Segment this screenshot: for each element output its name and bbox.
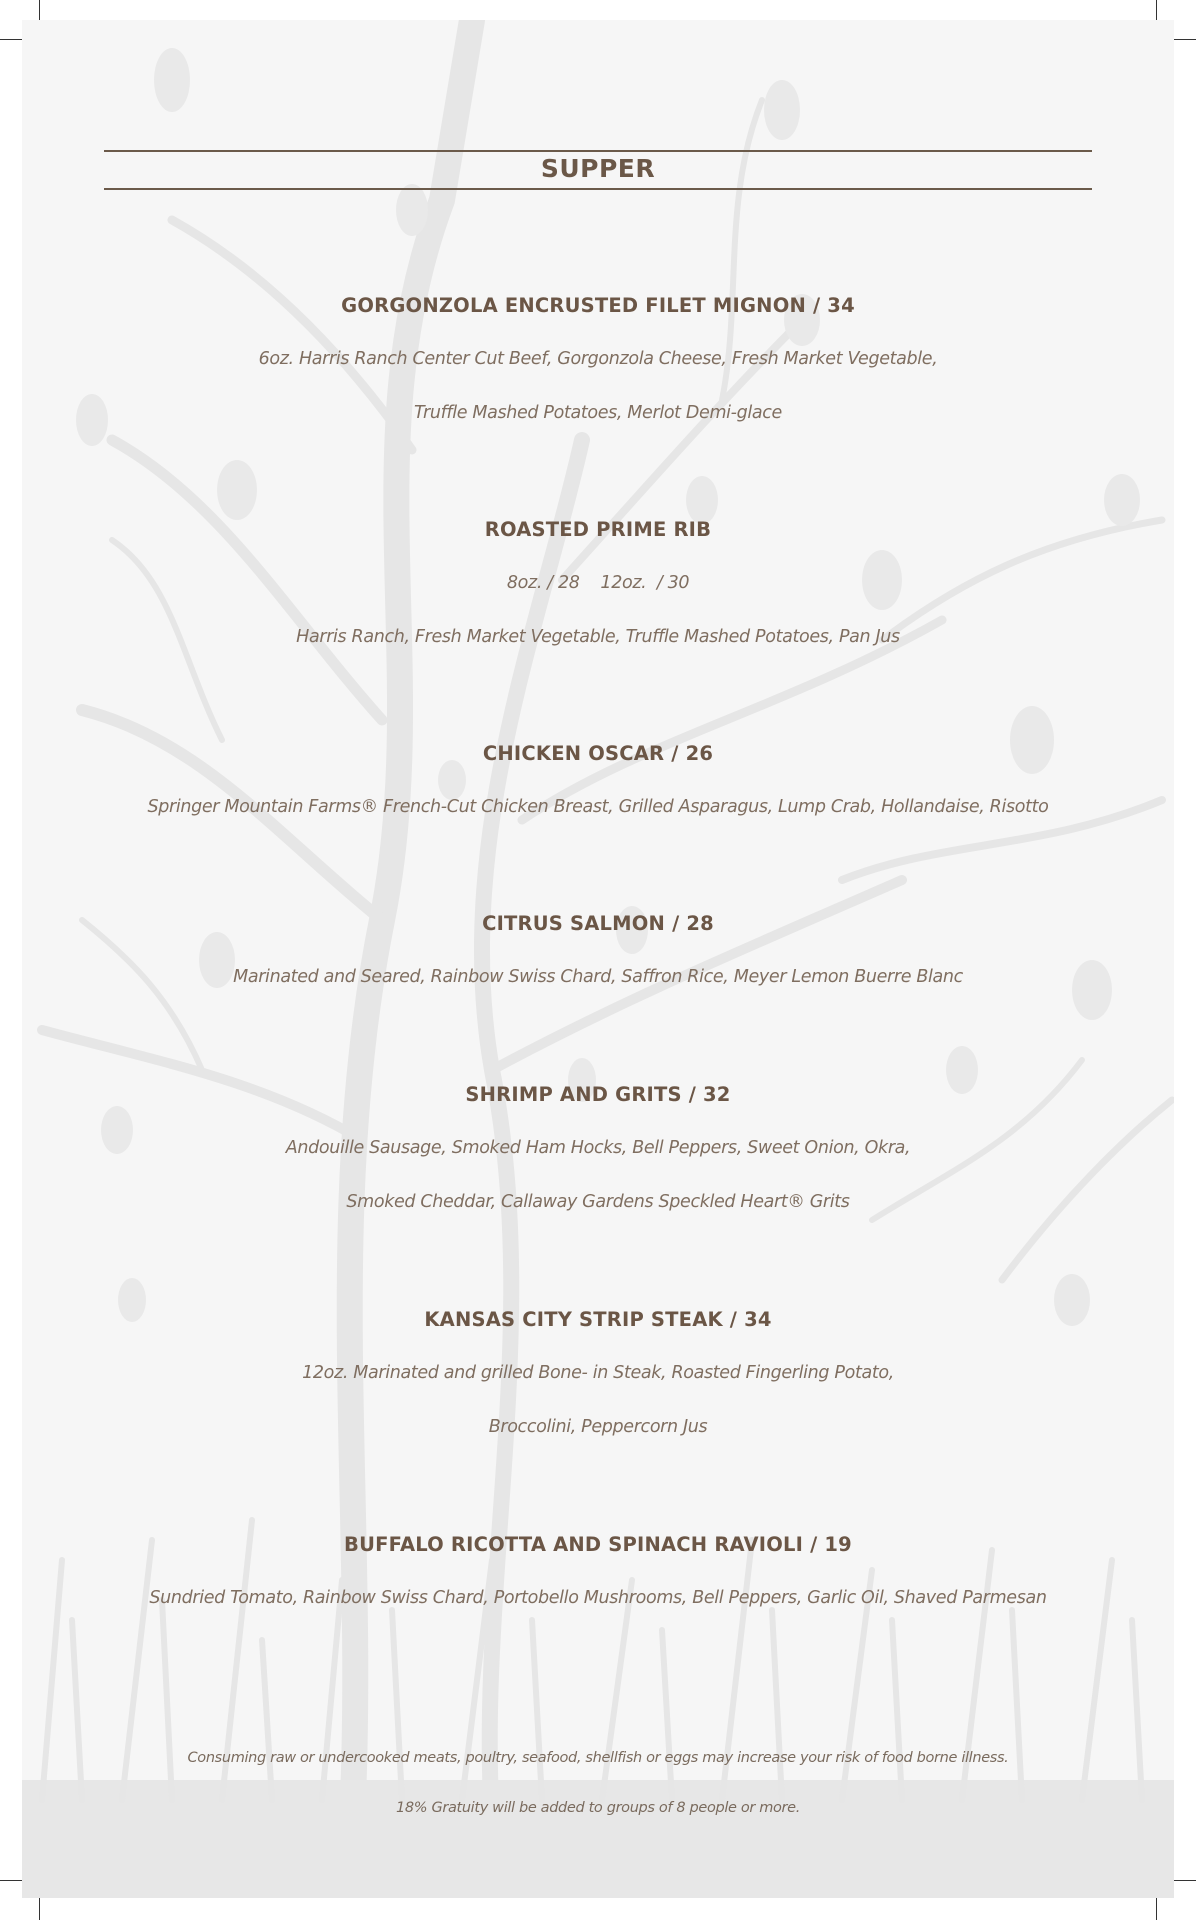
dish-description: 12oz. Marinated and grilled Bone- in Steak, Roasted Fingerling Potato, xyxy=(302,1363,894,1383)
dish-description: Harris Ranch, Fresh Market Vegetable, Truffle Mashed Potatoes, Pan Jus xyxy=(296,627,900,647)
header-bottom-rule xyxy=(104,188,1092,190)
gratuity-notice: 18% Gratuity will be added to groups of 8 people or more. xyxy=(396,1800,800,1816)
dish-description: Smoked Cheddar, Callaway Gardens Speckled Heart® Grits xyxy=(346,1192,850,1212)
dish-description: Andouille Sausage, Smoked Ham Hocks, Bell Peppers, Sweet Onion, Okra, xyxy=(285,1138,911,1158)
dish-title: CITRUS SALMON / 28 xyxy=(482,912,714,935)
dish-description: Marinated and Seared, Rainbow Swiss Chard, Saffron Rice, Meyer Lemon Buerre Blanc xyxy=(233,967,963,987)
dish-title: SHRIMP AND GRITS / 32 xyxy=(465,1083,731,1106)
food-safety-disclaimer: Consuming raw or undercooked meats, poultry, seafood, shellfish or eggs may increase your risk of food borne illness. xyxy=(187,1750,1009,1766)
dish-title: BUFFALO RICOTTA AND SPINACH RAVIOLI / 19 xyxy=(344,1533,852,1556)
dish-title: ROASTED PRIME RIB xyxy=(484,518,712,541)
dish-price-options: 8oz. / 28 12oz. / 30 xyxy=(506,573,690,593)
header-top-rule xyxy=(104,150,1092,152)
dish-title: KANSAS CITY STRIP STEAK / 34 xyxy=(424,1308,772,1331)
dish-description: Broccolini, Peppercorn Jus xyxy=(488,1417,708,1437)
dish-description: Sundried Tomato, Rainbow Swiss Chard, Portobello Mushrooms, Bell Peppers, Garlic Oil, Shaved Parmesan xyxy=(149,1588,1047,1608)
dish-description: Truffle Mashed Potatoes, Merlot Demi-glace xyxy=(414,403,782,423)
dish-title: GORGONZOLA ENCRUSTED FILET MIGNON / 34 xyxy=(341,294,855,317)
dish-description: Springer Mountain Farms® French-Cut Chicken Breast, Grilled Asparagus, Lump Crab, Hollandaise, Risotto xyxy=(147,797,1049,817)
section-title: SUPPER xyxy=(540,154,656,183)
dish-description: 6oz. Harris Ranch Center Cut Beef, Gorgonzola Cheese, Fresh Market Vegetable, xyxy=(258,349,938,369)
dish-title: CHICKEN OSCAR / 26 xyxy=(482,742,714,765)
